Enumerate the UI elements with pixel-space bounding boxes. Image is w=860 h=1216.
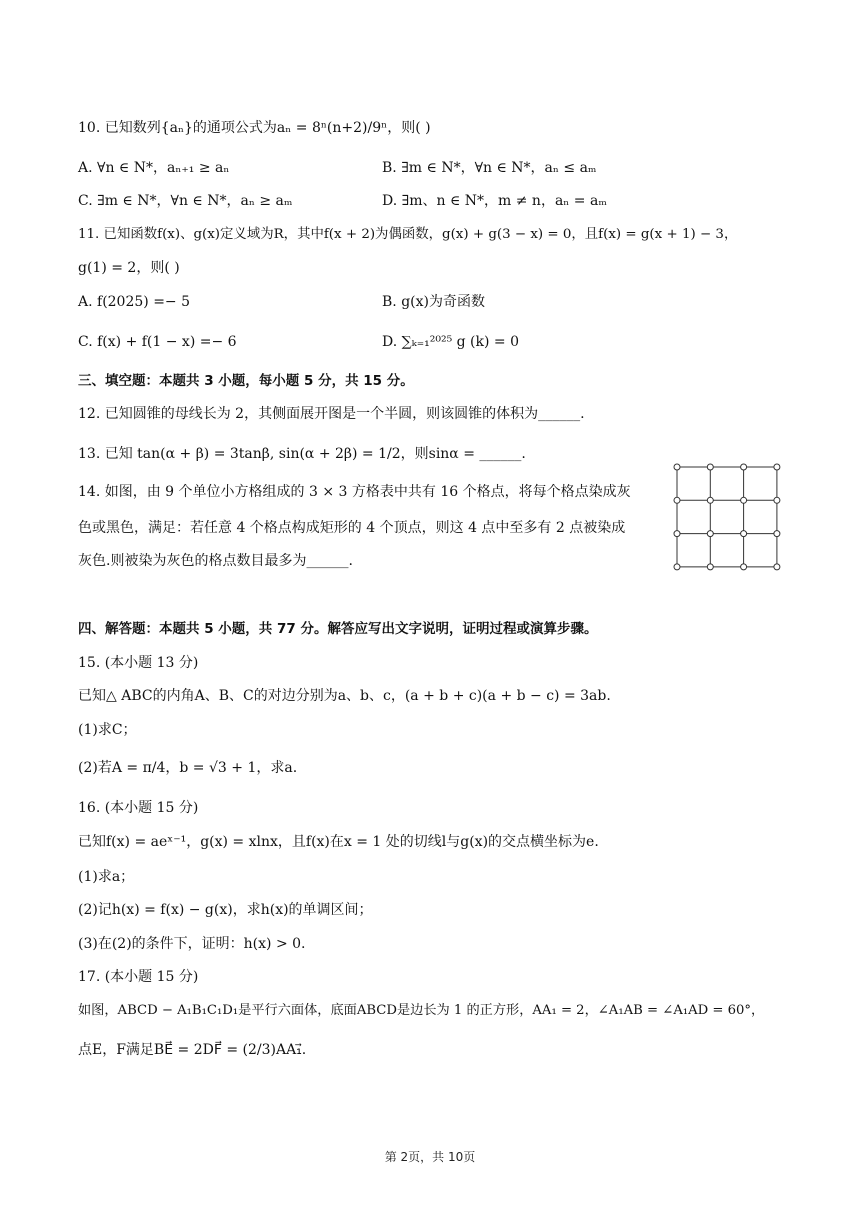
q10-option-d: D. ∃m、n ∈ N*，m ≠ n，aₙ = aₘ <box>382 193 607 209</box>
q14-line1: 14. 如图，由 9 个单位小方格组成的 3 × 3 方格表中共有 16 个格点，将每个格点染成灰 <box>78 484 631 500</box>
q13-text: 13. 已知 tan(α + β) = 3tanβ, sin(α + 2β) = 1/2，则sinα = ______. <box>78 446 526 462</box>
q10-option-c: C. ∃m ∈ N*，∀n ∈ N*，aₙ ≥ aₘ <box>78 193 293 209</box>
q16-part1: (1)求a； <box>78 869 135 885</box>
q15-stem: 已知△ ABC的内角A、B、C的对边分别为a、b、c，(a + b + c)(a + b − c) = 3ab. <box>78 688 611 704</box>
lattice-point <box>774 464 780 470</box>
q17-heading: 17. (本小题 15 分) <box>78 969 199 985</box>
q12-text: 12. 已知圆锥的母线长为 2，其侧面展开图是一个半圆，则该圆锥的体积为______. <box>78 406 585 422</box>
lattice-point <box>774 564 780 570</box>
q15-heading: 15. (本小题 13 分) <box>78 655 199 671</box>
q11-option-c: C. f(x) + f(1 − x) =− 6 <box>78 334 237 350</box>
section-3-heading: 三、填空题：本题共 3 小题，每小题 5 分，共 15 分。 <box>78 373 414 389</box>
q11-stem-line1: 11. 已知函数f(x)、g(x)定义域为R，其中f(x + 2)为偶函数，g(x) + g(3 − x) = 0，且f(x) = g(x + 1) − 3， <box>78 227 738 242</box>
q16-stem: 已知f(x) = aeˣ⁻¹，g(x) = xlnx，且f(x)在x = 1 处的切线l与g(x)的交点横坐标为e. <box>78 834 599 850</box>
lattice-point <box>741 497 747 503</box>
q10-option-a: A. ∀n ∈ N*，aₙ₊₁ ≥ aₙ <box>78 160 230 176</box>
q11-stem-line2: g(1) = 2，则( ) <box>78 260 180 276</box>
lattice-point <box>707 564 713 570</box>
q17-line1: 如图，ABCD − A₁B₁C₁D₁是平行六面体，底面ABCD是边长为 1 的正方形，AA₁ = 2，∠A₁AB = ∠A₁AD = 60°， <box>78 1003 765 1018</box>
q11-option-d: D. ∑ₖ₌₁²⁰²⁵ g (k) = 0 <box>382 334 519 350</box>
lattice-point <box>774 531 780 537</box>
q14-line3: 灰色.则被染为灰色的格点数目最多为______. <box>78 553 353 569</box>
q15-part1: (1)求C； <box>78 722 137 738</box>
lattice-point <box>674 564 680 570</box>
q16-heading: 16. (本小题 15 分) <box>78 800 199 816</box>
q16-part3: (3)在(2)的条件下，证明：h(x) > 0. <box>78 936 306 952</box>
q10-stem: 10. 已知数列{aₙ}的通项公式为aₙ = 8ⁿ(n+2)/9ⁿ，则( ) <box>78 120 431 136</box>
q14-line2: 色或黑色，满足：若任意 4 个格点构成矩形的 4 个顶点，则这 4 点中至多有 2 点被染成 <box>78 520 626 536</box>
q14-lattice-figure <box>670 460 784 574</box>
lattice-point <box>674 464 680 470</box>
lattice-point <box>741 464 747 470</box>
lattice-point <box>707 531 713 537</box>
q10-option-b: B. ∃m ∈ N*，∀n ∈ N*，aₙ ≤ aₘ <box>382 160 597 176</box>
lattice-point <box>741 531 747 537</box>
q11-option-a: A. f(2025) =− 5 <box>78 294 191 310</box>
lattice-point <box>707 464 713 470</box>
q15-part2: (2)若A = π/4，b = √3 + 1，求a. <box>78 760 298 776</box>
q11-option-b: B. g(x)为奇函数 <box>382 294 485 310</box>
lattice-point <box>707 497 713 503</box>
q17-line2: 点E，F满足BE⃗ = 2DF⃗ = (2/3)AA₁⃗. <box>78 1042 307 1058</box>
lattice-point <box>674 531 680 537</box>
q16-part2: (2)记h(x) = f(x) − g(x)，求h(x)的单调区间； <box>78 902 373 918</box>
lattice-point <box>674 497 680 503</box>
section-4-heading: 四、解答题：本题共 5 小题，共 77 分。解答应写出文字说明，证明过程或演算步骤。 <box>78 621 598 637</box>
lattice-point <box>774 497 780 503</box>
lattice-point <box>741 564 747 570</box>
page-footer: 第 2页，共 10页 <box>384 1150 476 1164</box>
